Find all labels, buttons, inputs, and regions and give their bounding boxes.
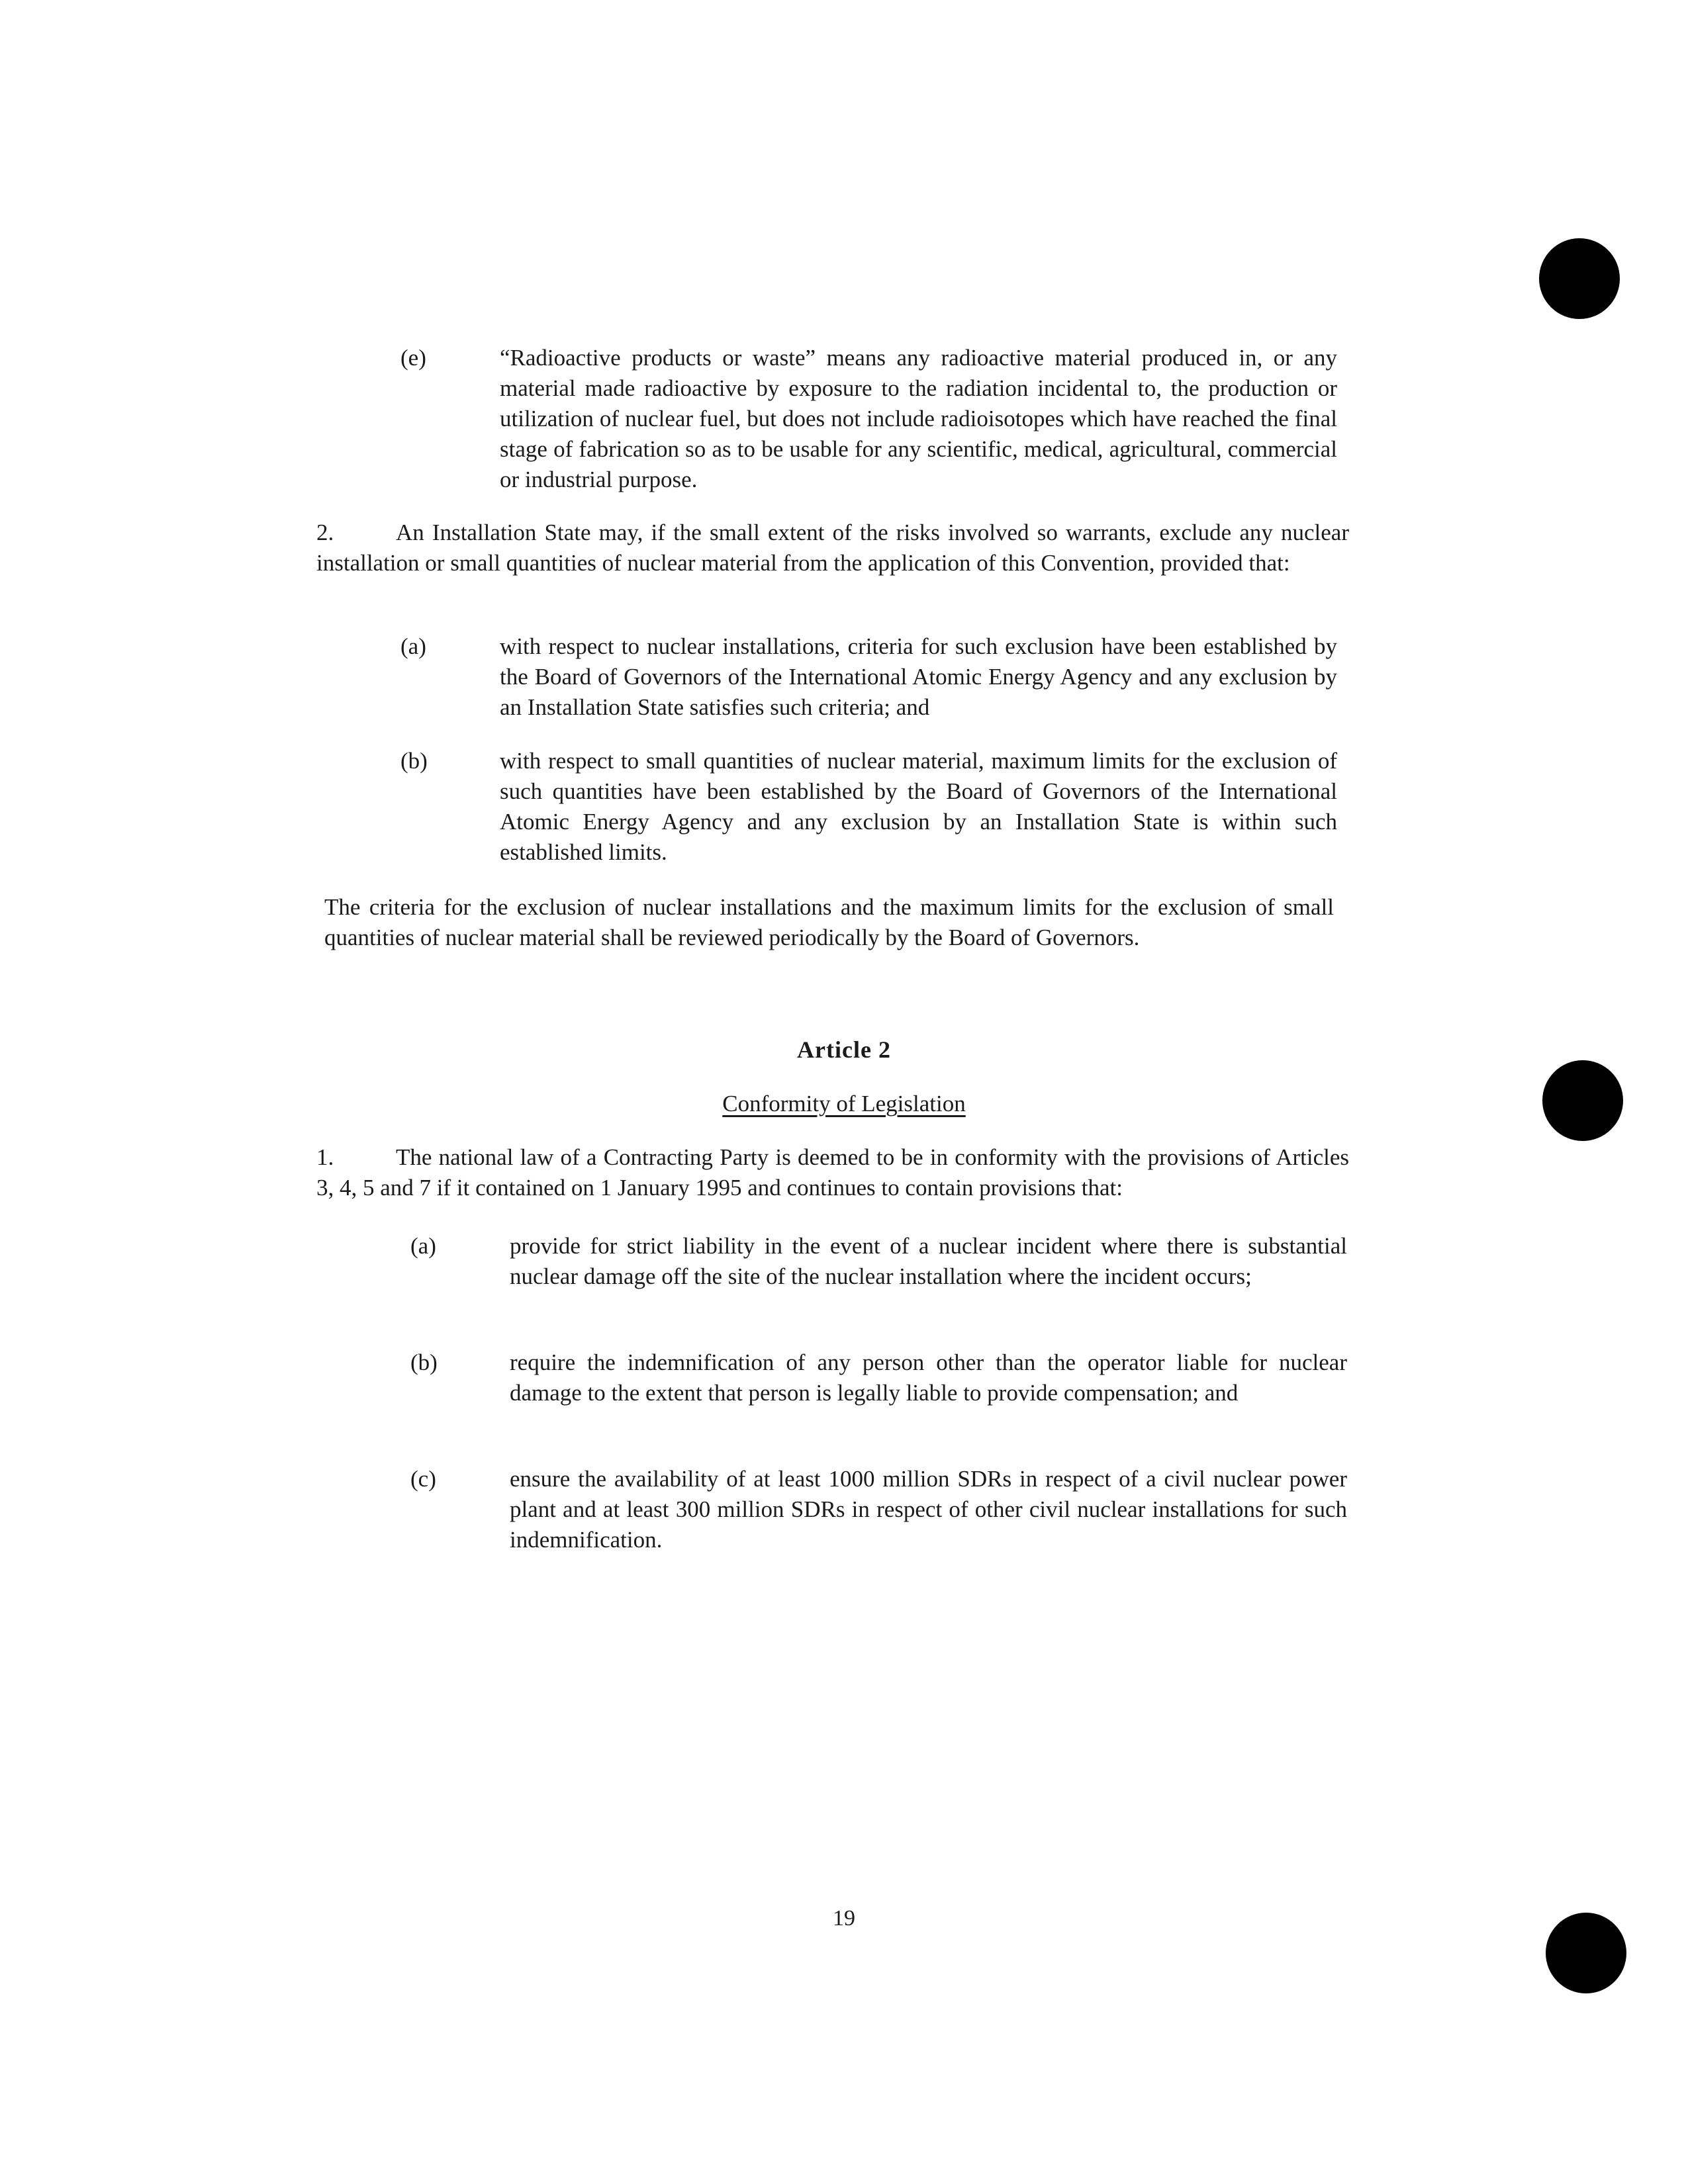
item-text: provide for strict liability in the event of a nuclear incident where there is substantial nuclear damage off the site of the nuclear installation where the incident occurs; <box>510 1233 1347 1289</box>
item-marker: (a) <box>410 1233 436 1259</box>
paragraph-2-closing <box>324 892 1334 953</box>
paragraph-number: 1. <box>316 1144 334 1170</box>
item-marker: (e) <box>400 345 426 371</box>
paragraph-text: The criteria for the exclusion of nuclear installations and the maximum limits for the exclusion of small quantities of nuclear material shall be reviewed periodically by the Board of Governors. <box>324 894 1334 950</box>
item-text: with respect to nuclear installations, criteria for such exclusion have been established by the Board of Governors of the International Atomic Energy Agency and any exclusion by an Installation State satisfies such criteria; and <box>500 633 1337 720</box>
article-subtitle-text: Conformity of Legislation <box>722 1091 966 1116</box>
item-marker: (a) <box>400 633 426 659</box>
paragraph-2 <box>316 518 1349 578</box>
item-text: “Radioactive products or waste” means any radioactive material produced in, or any material made radioactive by exposure to the radiation incidental to, the production or utilization of nuclear fuel, but does not include radioisotopes which have reached the final stage of fabrication so as to be usable for any scientific, medical, agricultural, commercial or industrial purpose. <box>500 345 1337 492</box>
article-2-paragraph-1 <box>316 1142 1349 1203</box>
punch-hole <box>1539 238 1620 319</box>
item-text: require the indemnification of any person other than the operator liable for nuclear damage to the extent that person is legally liable to provide compensation; and <box>510 1349 1347 1406</box>
item-marker: (b) <box>400 748 428 774</box>
article-subtitle <box>0 1091 1688 1117</box>
item-text: with respect to small quantities of nuclear material, maximum limits for the exclusion of such quantities have been established by the Board of Governors of the International Atomic Energy Agency and any exclusion by an Installation State is within such established limits. <box>500 748 1337 865</box>
paragraph-text: The national law of a Contracting Party is deemed to be in conformity with the provisions of Articles 3, 4, 5 and 7 if it contained on 1 January 1995 and continues to contain provisions that: <box>316 1144 1349 1201</box>
article-title: Article 2 <box>797 1036 891 1063</box>
paragraph-text: An Installation State may, if the small extent of the risks involved so warrants, exclude any nuclear installation or small quantities of nuclear material from the application of this Convention, provided that: <box>316 520 1349 576</box>
paragraph-number: 2. <box>316 520 334 545</box>
page-number: 19 <box>833 1906 855 1931</box>
item-text: ensure the availability of at least 1000 million SDRs in respect of a civil nuclear power plant and at least 300 million SDRs in respect of other civil nuclear installations for such indemnification. <box>510 1466 1347 1553</box>
item-marker: (b) <box>410 1349 438 1375</box>
item-marker: (c) <box>410 1466 436 1492</box>
